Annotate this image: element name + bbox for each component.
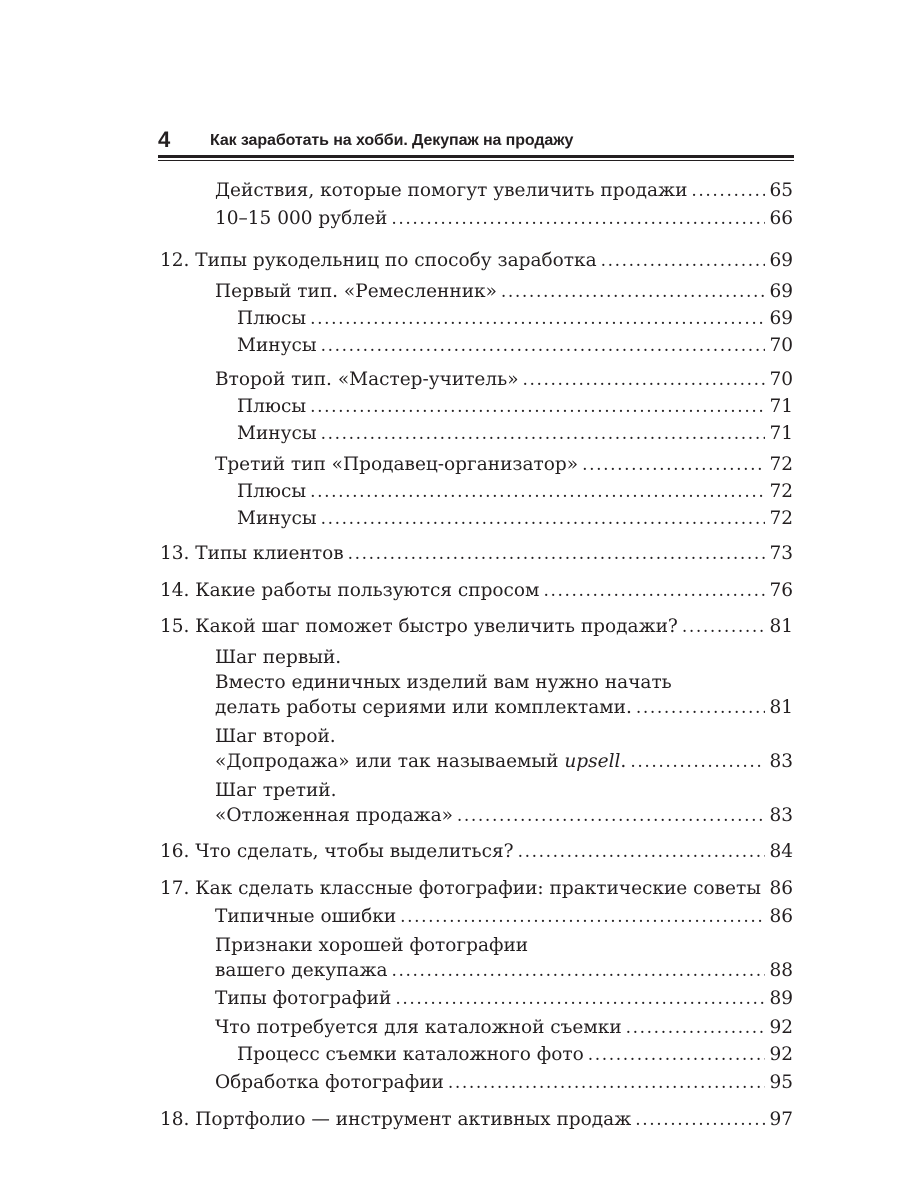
- toc-subentry-page: 71: [769, 423, 793, 444]
- page-number: 4: [158, 127, 171, 152]
- book-title: Как заработать на хобби. Декупаж на продажу: [210, 132, 574, 149]
- toc-subentry-title: Минусы: [237, 335, 317, 356]
- toc-entry-page: 92: [769, 1017, 793, 1038]
- dot-leader: [601, 246, 766, 276]
- toc-subentry[interactable]: [160, 1040, 793, 1070]
- toc-subentry-title: Минусы: [237, 423, 317, 444]
- toc-entry-title: Первый тип. «Ремесленник»: [215, 281, 497, 302]
- toc-entry-page: 95: [769, 1072, 793, 1093]
- dot-leader: [626, 1013, 766, 1043]
- toc-entry[interactable]: [160, 204, 793, 234]
- dot-leader: [348, 539, 766, 569]
- dot-leader: [635, 1105, 765, 1135]
- dot-leader: [310, 304, 765, 334]
- toc-entry-title: 10–15 000 рублей: [215, 208, 388, 229]
- toc-subentry[interactable]: [160, 304, 793, 334]
- toc-entry-page: 88: [769, 960, 793, 981]
- toc-chapter-page: 73: [769, 543, 793, 564]
- toc-entry[interactable]: [160, 1068, 793, 1098]
- toc-chapter-page: 81: [769, 616, 793, 637]
- toc-entry-title: делать работы сериями или комплектами.: [215, 697, 632, 718]
- dot-leader: [321, 504, 766, 534]
- header-rule-thin: [158, 160, 794, 161]
- toc-chapter-page: 76: [769, 580, 793, 601]
- dot-leader: [457, 801, 766, 831]
- dot-leader: [588, 1040, 766, 1070]
- toc-entry[interactable]: [160, 176, 793, 206]
- dot-leader: [395, 984, 765, 1014]
- dot-leader: [691, 176, 765, 206]
- toc-entry-page: 70: [769, 369, 793, 390]
- toc-subentry-title: Плюсы: [237, 396, 307, 417]
- toc-entry[interactable]: [160, 365, 793, 395]
- toc-subentry-title: Минусы: [237, 508, 317, 529]
- toc-entry-page: 65: [769, 180, 793, 201]
- toc-chapter-title: 13. Типы клиентов: [160, 543, 344, 564]
- dot-leader: [636, 693, 766, 723]
- toc-entry-page: 86: [769, 906, 793, 927]
- toc-chapter[interactable]: [160, 1105, 793, 1135]
- toc-entry[interactable]: [160, 984, 793, 1014]
- toc-entry-page: 89: [769, 988, 793, 1009]
- italic-term: upsell: [564, 751, 621, 772]
- toc-subentry-page: 69: [769, 308, 793, 329]
- dot-leader: [391, 204, 765, 234]
- toc-entry-page: 66: [769, 208, 793, 229]
- toc-entry-title: Обработка фотографии: [215, 1072, 444, 1093]
- toc-entry-title: Второй тип. «Мастер-учитель»: [215, 369, 519, 390]
- toc-chapter-page: 69: [769, 250, 793, 271]
- toc-entry-page: 81: [769, 697, 793, 718]
- toc-subentry-page: 92: [769, 1044, 793, 1065]
- toc-chapter[interactable]: [160, 612, 793, 642]
- toc-entry-title: Шаг третий.: [215, 780, 337, 801]
- dot-leader: [501, 277, 766, 307]
- toc-subentry-title: Плюсы: [237, 481, 307, 502]
- dot-leader: [582, 450, 765, 480]
- toc-subentry-title: Процесс съемки каталожного фото: [237, 1044, 584, 1065]
- toc-subentry-page: 70: [769, 335, 793, 356]
- toc-chapter-page: 86: [769, 878, 793, 899]
- header-rule-thick: [158, 155, 794, 158]
- toc-entry-title: Типы фотографий: [215, 988, 392, 1009]
- toc-chapter-title: 12. Типы рукодельниц по способу заработка: [160, 250, 597, 271]
- dot-leader: [310, 477, 765, 507]
- toc-subentry[interactable]: [160, 419, 793, 449]
- toc-chapter-page: 84: [769, 841, 793, 862]
- dot-leader: [448, 1068, 766, 1098]
- toc-entry[interactable]: [160, 956, 793, 986]
- running-header: [158, 128, 794, 152]
- toc-entry-page: 83: [769, 805, 793, 826]
- toc-entry-page: 69: [769, 281, 793, 302]
- dot-leader: [523, 365, 766, 395]
- toc-chapter-title: 14. Какие работы пользуются спросом: [160, 580, 540, 601]
- toc-entry[interactable]: [160, 902, 793, 932]
- toc-subentry[interactable]: [160, 477, 793, 507]
- toc-chapter[interactable]: [160, 539, 793, 569]
- toc-entry[interactable]: [160, 801, 793, 831]
- toc-subentry-title: Плюсы: [237, 308, 307, 329]
- toc-chapter-page: 97: [769, 1109, 793, 1130]
- toc-entry-title: Шаг первый.: [215, 647, 342, 668]
- toc-entry-title: Что потребуется для каталожной съемки: [215, 1017, 622, 1038]
- toc-entry-title: Действия, которые помогут увеличить продажи: [215, 180, 688, 201]
- dot-leader: [392, 956, 766, 986]
- dot-leader: [518, 837, 766, 867]
- toc-chapter-title: 18. Портфолио — инструмент активных продаж: [160, 1109, 632, 1130]
- toc-subentry[interactable]: [160, 392, 793, 422]
- toc-chapter[interactable]: [160, 246, 793, 276]
- toc-entry-title: Типичные ошибки: [215, 906, 397, 927]
- dot-leader: [310, 392, 765, 422]
- toc-entry-title: Третий тип «Продавец-организатор»: [215, 454, 579, 475]
- toc-entry[interactable]: [160, 747, 793, 777]
- toc-entry-title: «Отложенная продажа»: [215, 805, 453, 826]
- toc-chapter[interactable]: [160, 837, 793, 867]
- toc-entry-title: Признаки хорошей фотографии: [215, 935, 529, 956]
- toc-entry-title: Вместо единичных изделий вам нужно начать: [215, 672, 672, 693]
- toc-chapter-title: 17. Как сделать классные фотографии: практические советы: [160, 878, 761, 899]
- toc-subentry-page: 71: [769, 396, 793, 417]
- toc-chapter-title: 16. Что сделать, чтобы выделиться?: [160, 841, 514, 862]
- dot-leader: [682, 612, 766, 642]
- toc-entry[interactable]: [160, 693, 793, 723]
- toc-chapter-title: 15. Какой шаг поможет быстро увеличить продажи?: [160, 616, 678, 637]
- toc-chapter[interactable]: [160, 576, 793, 606]
- toc-entry-page: 72: [769, 454, 793, 475]
- dot-leader: [400, 902, 765, 932]
- dot-leader: [543, 576, 765, 606]
- toc-entry-title: вашего декупажа: [215, 960, 388, 981]
- toc-entry[interactable]: [160, 450, 793, 480]
- dot-leader: [765, 874, 766, 904]
- toc-subentry-page: 72: [769, 481, 793, 502]
- toc-subentry[interactable]: [160, 504, 793, 534]
- toc-entry-page: 83: [769, 751, 793, 772]
- dot-leader: [321, 331, 766, 361]
- toc-entry[interactable]: [160, 1013, 793, 1043]
- toc-subentry[interactable]: [160, 331, 793, 361]
- dot-leader: [630, 747, 765, 777]
- toc-subentry-page: 72: [769, 508, 793, 529]
- toc-entry-title: «Допродажа» или так называемый upsell.: [215, 751, 627, 772]
- toc-entry-title: Шаг второй.: [215, 726, 336, 747]
- toc-entry[interactable]: [160, 277, 793, 307]
- toc-chapter[interactable]: [160, 874, 793, 904]
- dot-leader: [321, 419, 766, 449]
